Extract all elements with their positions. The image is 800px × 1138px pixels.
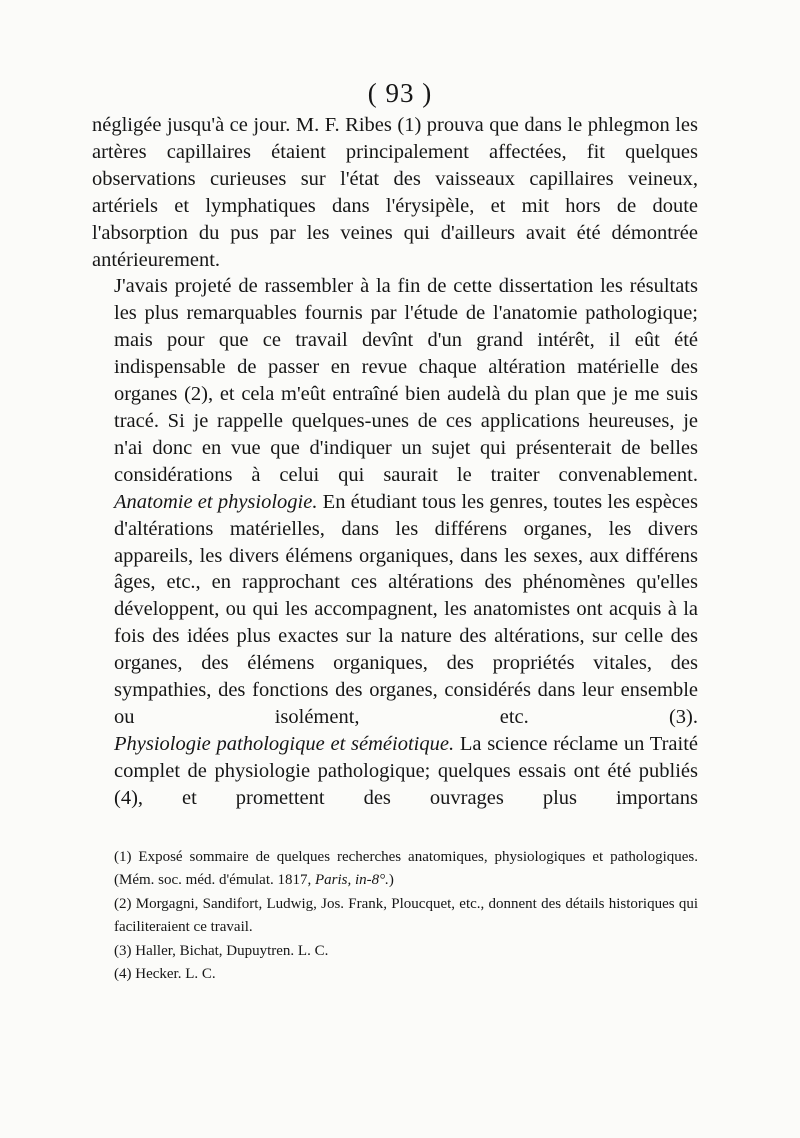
- footnote-1-italic: Paris, in-8°.: [315, 872, 389, 889]
- paragraph-3: [92, 489, 698, 731]
- body-text: [92, 112, 698, 812]
- paragraph-4-text: La science réclame un Traité complet de physiologie pathologique; quelques essais ont été publiés (4), et promettent des ouvrages plus importans: [114, 732, 698, 809]
- footnote-4: (4) Hecker. L. C.: [114, 966, 216, 983]
- footnote-1-text: (1) Exposé sommaire de quelques recherches anatomiques, physiologiques et pathologiques. (Mém. soc. méd. d'émulat. 1817,: [114, 849, 698, 889]
- paragraph-1: négligée jusqu'à ce jour. M. F. Ribes (1) prouva que dans le phlegmon les artères capillaires étaient principalement affectées, fit quelques observations curieuses sur l'état des vaisseaux capillaires veineux, artériels et lymphatiques dans l'érysipèle, et mit hors de doute l'absorption du pus par les veines qui d'ailleurs avait été démontrée antérieurement.: [92, 114, 698, 271]
- footnote-divider: [92, 840, 698, 841]
- page-number: ( 93 ): [367, 78, 433, 108]
- section-heading-anatomie: Anatomie et physiologie.: [114, 490, 318, 513]
- footnote-1: [92, 846, 698, 893]
- footnote-2: (2) Morgagni, Sandifort, Ludwig, Jos. Frank, Ploucquet, etc., donnent des détails historiques qui faciliteraient ce travail.: [114, 895, 698, 936]
- paragraph-3-text: En étudiant tous les genres, toutes les espèces d'altérations matérielles, dans les différens organes, les divers appareils, les divers élémens organiques, dans les sexes, aux différens âges, etc., en rapprochant ces altérations des phénomènes qu'elles développent, ou qui les accompagnent, les anatomistes ont acquis à la fois des idées plus exactes sur la nature des altérations, sur celle des organes, des élémens organiques, des propriétés vitales, des sympathies, des fonctions des organes, considérés dans leur ensemble ou isolément, etc. (3).: [114, 490, 698, 728]
- footnote-1-close: ): [388, 872, 394, 889]
- paragraph-4: [92, 731, 698, 812]
- footnote-3: (3) Haller, Bichat, Dupuytren. L. C.: [114, 942, 329, 959]
- section-heading-physiologie: Physiologie pathologique et séméiotique.: [114, 732, 455, 755]
- paragraph-2: J'avais projeté de rassembler à la fin de cette dissertation les résultats les plus remarquables fournis par l'étude de l'anatomie pathologique; mais pour que ce travail devînt d'un grand intérêt, il eût été indispensable de passer en revue chaque altération matérielle des organes (2), et cela m'eût entraîné bien audelà du plan que je me suis tracé. Si je rappelle quelques-unes de ces applications heureuses, je n'ai donc en vue que d'indiquer un sujet qui présenterait de belles considérations à celui qui saurait le traiter convenablement.: [114, 275, 698, 486]
- footnotes: [92, 846, 698, 986]
